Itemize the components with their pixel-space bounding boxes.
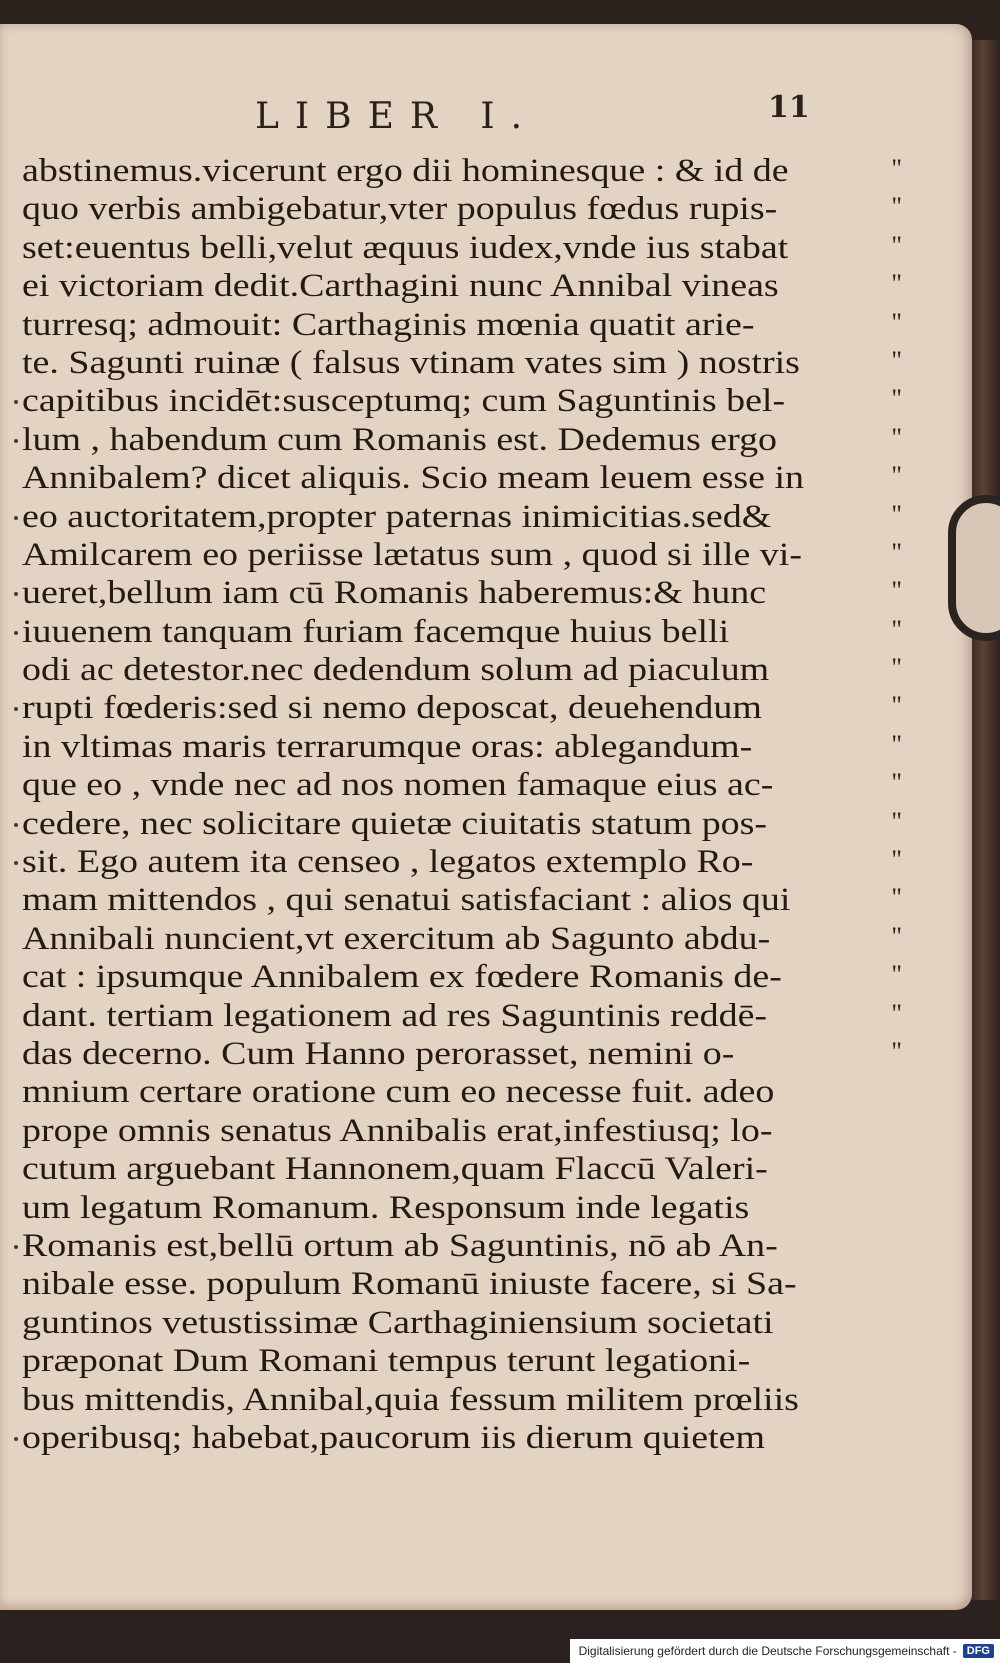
marginal-quote-mark: " [891,883,902,913]
line-text: cedere, nec solicitare quietæ ciuitatis statum pos- [22,805,768,842]
line-text: cat : ipsumque Annibalem ex fœdere Romanis de- [22,959,782,996]
text-line [22,152,902,190]
text-line [22,382,902,420]
margin-dot [14,439,18,443]
book-page [0,24,972,1610]
marginal-quote-mark: " [891,345,902,375]
dfg-logo: DFG [963,1644,994,1658]
marginal-quote-mark: " [891,845,902,875]
line-text: set:euentus belli,velut æquus iudex,vnde ius stabat [22,229,789,266]
text-line [22,1035,902,1073]
text-line [22,536,902,574]
text-line [22,459,902,497]
line-text: um legatum Romanum. Responsum inde legatis [22,1189,750,1226]
margin-dot [14,707,18,711]
margin-dot [14,516,18,520]
text-line [22,1073,902,1111]
text-line [22,881,902,919]
text-line [22,574,902,612]
marginal-quote-mark: " [891,461,902,491]
marginal-quote-mark: " [891,384,902,414]
marginal-quote-mark: " [891,653,902,683]
line-text: prope omnis senatus Annibalis erat,infestiusq; lo- [22,1112,773,1149]
marginal-quote-mark: " [891,691,902,721]
text-line [22,766,902,804]
marginal-quote-mark: " [891,921,902,951]
line-text: turresq; admouit: Carthaginis mœnia quatit arie- [22,306,755,343]
marginal-quote-mark: " [891,960,902,990]
text-line [22,997,902,1035]
line-text: Annibalem? dicet aliquis. Scio meam leuem esse in [22,460,804,497]
text-line [22,958,902,996]
marginal-quote-mark: " [891,729,902,759]
text-line [22,1112,902,1150]
page-edge [972,40,1000,1600]
line-text: ei victoriam dedit.Carthagini nunc Annibal vineas [22,268,779,305]
text-line [22,1342,902,1380]
margin-dot [14,631,18,635]
line-text: que eo , vnde nec ad nos nomen famaque eius ac- [22,767,774,804]
text-line [22,1227,902,1265]
line-text: mnium certare oratione cum eo necesse fuit. adeo [22,1074,775,1111]
line-text: dant. tertiam legationem ad res Saguntinis reddē- [22,997,768,1034]
line-text: capitibus incidēt:susceptumq; cum Saguntinis bel- [22,383,786,420]
line-text: præponat Dum Romani tempus terunt legationi- [22,1343,751,1380]
marginal-quote-mark: " [891,576,902,606]
text-line [22,421,902,459]
line-text: iuuenem tanquam furiam facemque huius belli [22,613,730,650]
marginal-quote-mark: " [891,537,902,567]
line-text: bus mittendis, Annibal,quia fessum militem prœliis [22,1381,799,1418]
marginal-quote-mark: " [891,614,902,644]
line-text: guntinos vetustissimæ Carthaginiensium societati [22,1304,774,1341]
line-text: Amilcarem eo periisse lætatus sum , quod si ille vi- [22,536,802,573]
text-block [22,152,902,1457]
text-line [22,1265,902,1303]
line-text: sit. Ego autem ita censeo , legatos extemplo Ro- [22,844,754,881]
text-line [22,613,902,651]
margin-dot [14,592,18,596]
marginal-quote-mark: " [891,998,902,1028]
text-line [22,498,902,536]
text-line [22,267,902,305]
margin-dot [14,861,18,865]
book-clasp [948,495,1000,641]
margin-dot [14,1245,18,1249]
text-line [22,344,902,382]
marginal-quote-mark: " [891,806,902,836]
text-line [22,843,902,881]
marginal-quote-mark: " [891,154,902,183]
running-head: LIBER I. [255,96,539,137]
marginal-quote-mark: " [891,307,902,337]
text-line [22,190,902,228]
text-line [22,920,902,958]
text-line [22,689,902,727]
line-text: rupti fœderis:sed si nemo deposcat, deuehendum [22,690,762,727]
text-line [22,805,902,843]
marginal-quote-mark: " [891,269,902,299]
margin-dot [14,1437,18,1441]
text-line [22,651,902,689]
line-text: Romanis est,bellū ortum ab Saguntinis, nō ab An- [22,1227,778,1264]
marginal-quote-mark: " [891,768,902,798]
line-text: abstinemus.vicerunt ergo dii hominesque : & id de [22,153,789,189]
line-text: das decerno. Cum Hanno perorasset, nemini o- [22,1035,735,1072]
line-text: quo verbis ambigebatur,vter populus fœdus rupis- [22,191,778,228]
line-text: te. Sagunti ruinæ ( falsus vtinam vates sim ) nostris [22,344,800,381]
marginal-quote-mark: " [891,1036,902,1066]
line-text: eo auctoritatem,propter paternas inimicitias.sed& [22,498,772,535]
line-text: operibusq; habebat,paucorum iis dierum quietem [22,1419,765,1456]
marginal-quote-mark: " [891,422,902,452]
text-line [22,1304,902,1342]
line-text: cutum arguebant Hannonem,quam Flaccū Valeri- [22,1151,768,1188]
text-line [22,229,902,267]
digitization-credit-banner [570,1639,1000,1663]
margin-dot [14,823,18,827]
line-text: Annibali nuncient,vt exercitum ab Sagunto abdu- [22,920,771,957]
line-text: lum , habendum cum Romanis est. Dedemus ergo [22,421,778,458]
text-line [22,1419,902,1457]
margin-dot [14,400,18,404]
folio-number: 11 [768,90,810,125]
marginal-quote-mark: " [891,230,902,260]
line-text: odi ac detestor.nec dedendum solum ad piaculum [22,652,770,689]
line-text: mam mittendos , qui senatui satisfaciant : alios qui [22,882,791,919]
line-text: nibale esse. populum Romanū iniuste facere, si Sa- [22,1266,797,1303]
marginal-quote-mark: " [891,192,902,222]
text-line [22,1381,902,1419]
marginal-quote-mark: " [891,499,902,529]
line-text: ueret,bellum iam cū Romanis haberemus:& hunc [22,575,767,612]
text-line [22,1189,902,1227]
line-text: in vltimas maris terrarumque oras: ablegandum- [22,728,753,765]
text-line [22,306,902,344]
text-line [22,728,902,766]
digitization-credit-text: Digitalisierung gefördert durch die Deutsche Forschungsgemeinschaft - [578,1644,957,1658]
text-line [22,1150,902,1188]
